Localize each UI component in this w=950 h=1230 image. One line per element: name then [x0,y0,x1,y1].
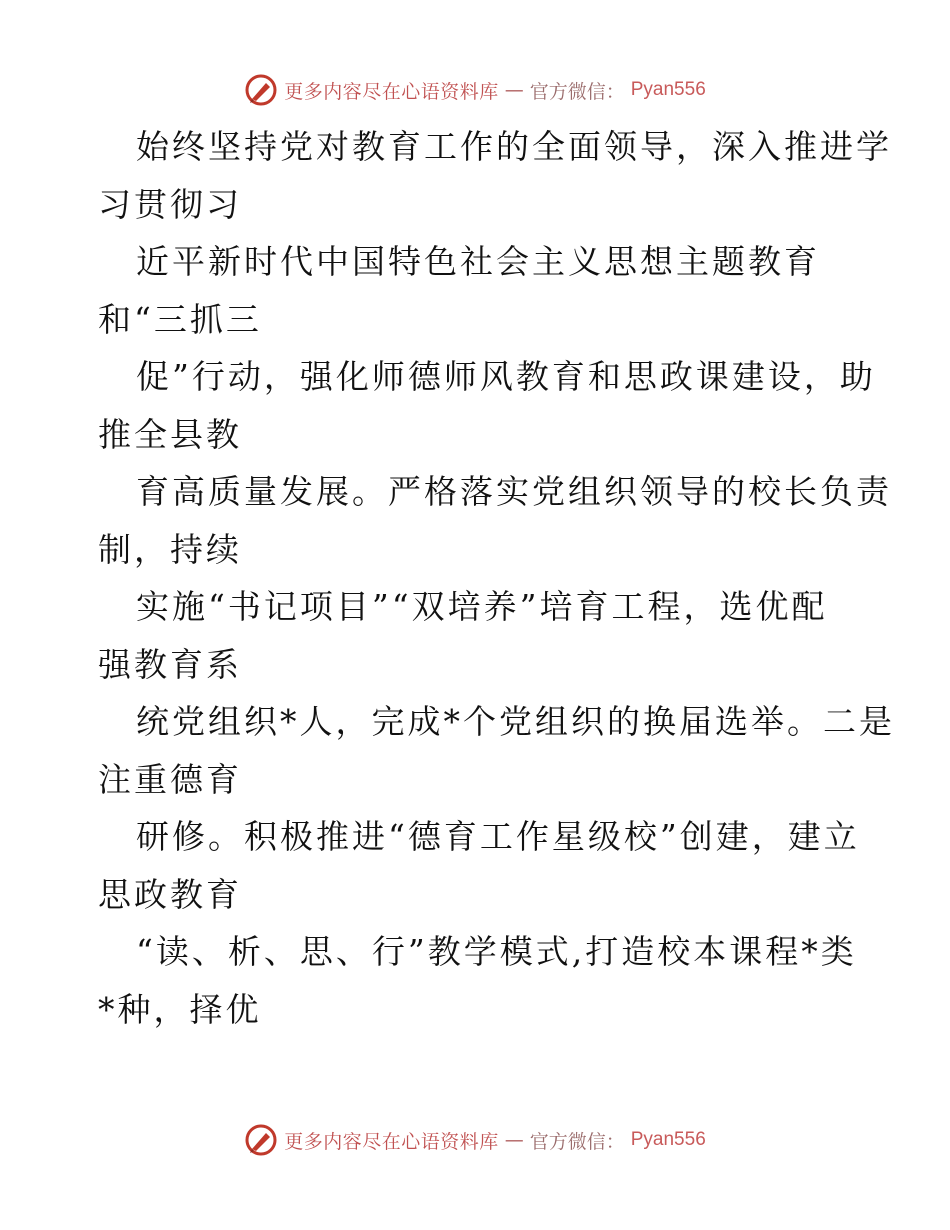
paragraph-line: 和“三抓三 [98,299,262,339]
paragraph-line: 制，持续 [98,529,242,569]
paragraph-line: 强教育系 [98,644,242,684]
paragraph-line: 统党组织*人，完成*个党组织的换届选举。二是 [136,702,895,741]
watermark-brand: 更多内容尽在心语资料库 [284,1130,499,1153]
pen-logo-icon [244,1123,278,1157]
paragraph-line: *种，择优 [98,989,262,1029]
paragraph-line: 研修。积极推进“德育工作星级校”创建，建立 [136,817,860,856]
paragraph-line: 促”行动，强化师德师风教育和思政课建设，助 [136,357,876,396]
paragraph-line: “读、析、思、行”教学模式,打造校本课程*类 [136,932,857,971]
pen-logo-icon [244,73,278,107]
paragraph-line: 育高质量发展。严格落实党组织领导的校长负责 [136,472,892,511]
watermark-label: 官方微信： [529,80,625,103]
paragraph-line: 近平新时代中国特色社会主义思想主题教育 [136,242,820,281]
watermark-label: 官方微信： [529,1130,625,1153]
watermark-id: Pyan556 [630,1129,706,1150]
paragraph-line: 注重德育 [98,759,242,799]
watermark-brand: 更多内容尽在心语资料库 [284,80,499,103]
header-watermark [0,70,950,110]
paragraph-line: 始终坚持党对教育工作的全面领导，深入推进学 [136,127,892,166]
document-body [98,118,895,1038]
watermark-dash: — [504,1129,524,1151]
watermark-id: Pyan556 [630,79,706,100]
footer-watermark [0,1120,950,1160]
paragraph-line: 思政教育 [98,874,242,914]
watermark-dash: — [504,79,524,101]
paragraph-line: 推全县教 [98,414,242,454]
paragraph-line: 习贯彻习 [98,184,242,224]
paragraph-line: 实施“书记项目”“双培养”培育工程，选优配 [136,587,828,626]
